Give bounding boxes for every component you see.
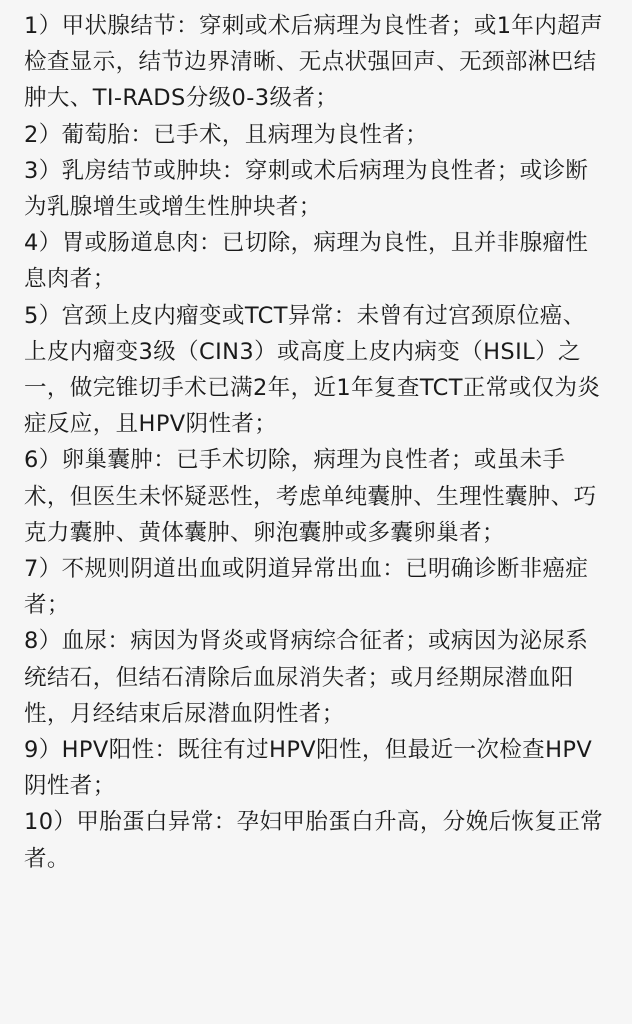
list-item-thyroid-nodule: 1）甲状腺结节：穿刺或术后病理为良性者；或1年内超声检查显示，结节边界清晰、无点状强回声、无颈部淋巴结肿大、TI-RADS分级0-3级者；	[24, 13, 604, 112]
list-item-vaginal-bleeding: 7）不规则阴道出血或阴道异常出血：已明确诊断非癌症者；	[24, 556, 589, 619]
list-item-afp-abnormal: 10）甲胎蛋白异常：孕妇甲胎蛋白升高，分娩后恢复正常者。	[24, 809, 604, 872]
list-item-ovarian-cyst: 6）卵巢囊肿：已手术切除，病理为良性者；或虽未手术，但医生未怀疑恶性，考虑单纯囊肿、生理性囊肿、巧克力囊肿、黄体囊肿、卵泡囊肿或多囊卵巢者；	[24, 447, 597, 546]
list-item-gastrointestinal-polyp: 4）胃或肠道息肉：已切除，病理为良性，且并非腺瘤性息肉者；	[24, 230, 589, 293]
list-item-hydatidiform-mole: 2）葡萄胎：已手术，且病理为良性者；	[24, 121, 429, 148]
list-item-hpv-positive: 9）HPV阳性：既往有过HPV阳性，但最近一次检查HPV阴性者；	[24, 737, 593, 800]
list-item-breast-nodule: 3）乳房结节或肿块：穿刺或术后病理为良性者；或诊断为乳腺增生或增生性肿块者；	[24, 157, 589, 221]
list-item-hematuria: 8）血尿：病因为肾炎或肾病综合征者；或病因为泌尿系统结石，但结石清除后血尿消失者；或月经期尿潜血阳性，月经结束后尿潜血阴性者；	[24, 628, 589, 727]
list-item-cervical-lesion: 5）宫颈上皮内瘤变或TCT异常：未曾有过宫颈原位癌、上皮内瘤变3级（CIN3）或高度上皮内病变（HSIL）之一，做完锥切手术已满2年，近1年复查TCT正常或仅为炎症反应，且HPV阴性者；	[24, 302, 601, 438]
